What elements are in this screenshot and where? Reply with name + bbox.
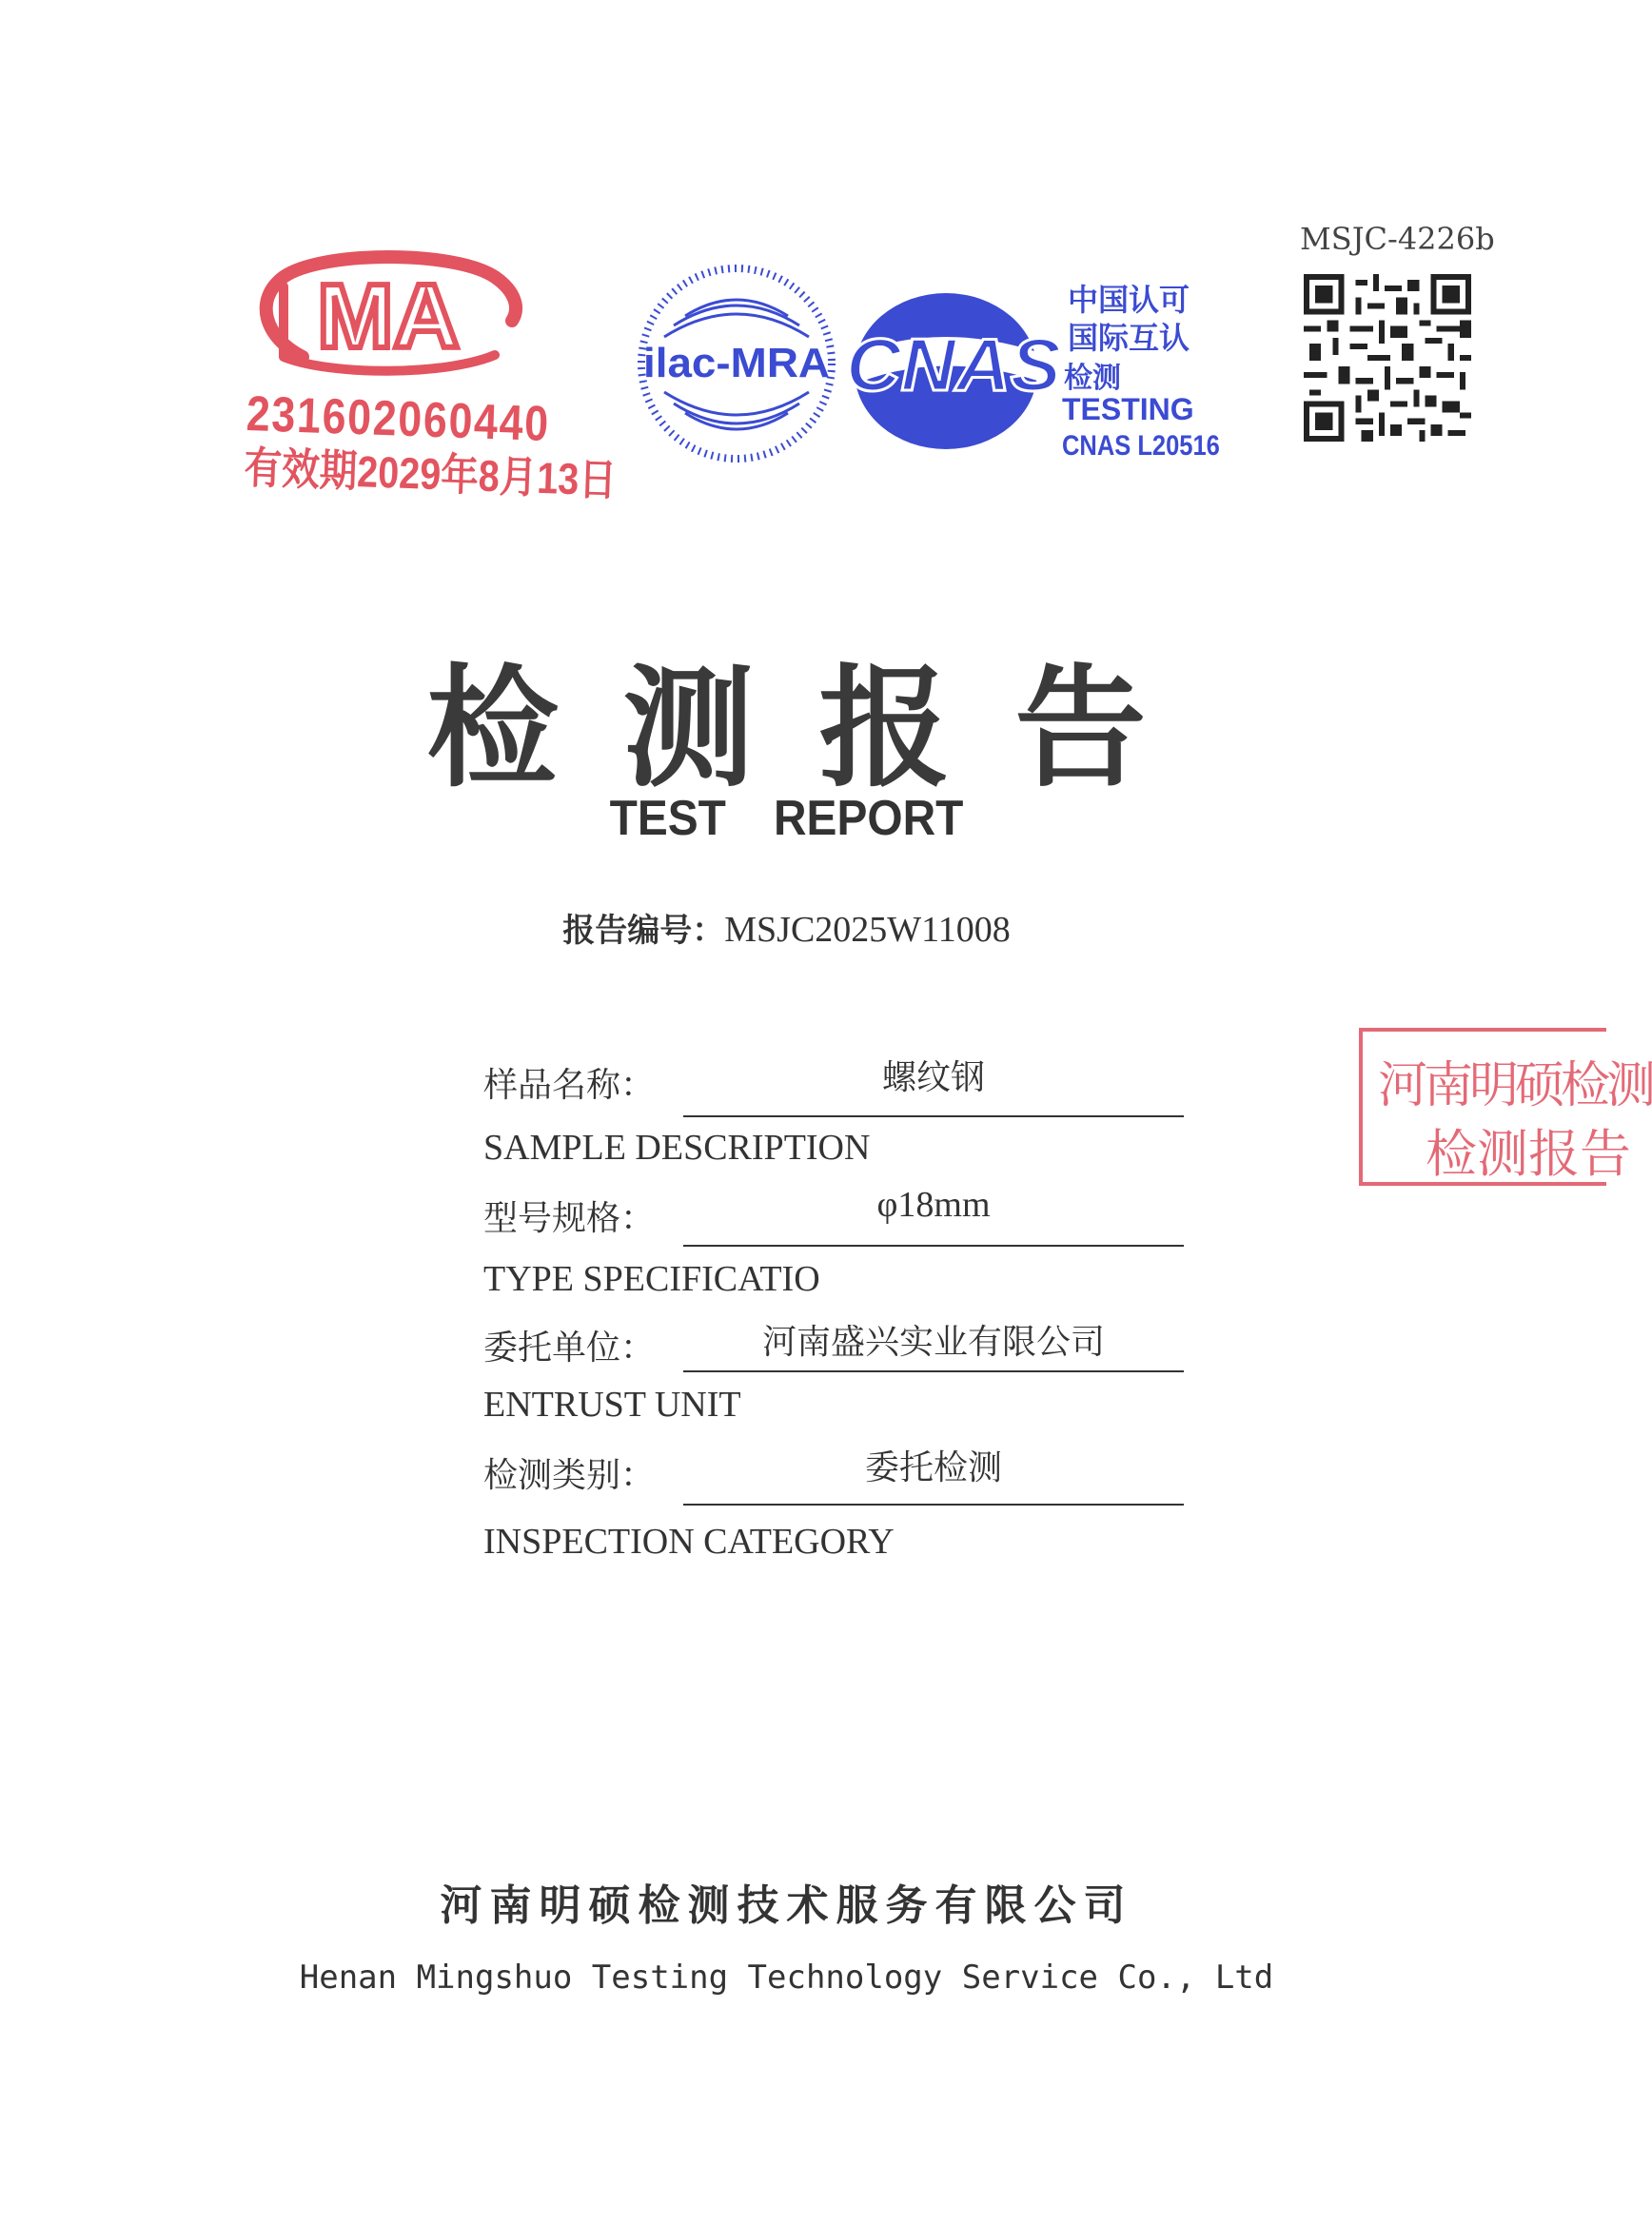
stamp-line-2: 检测报告 xyxy=(1426,1124,1631,1184)
cma-validity: 有效期2029年8月13日 xyxy=(243,442,618,505)
type-spec-label: 型号规格： xyxy=(483,1199,656,1238)
report-title-cn: 检测报告 xyxy=(426,650,1211,805)
cnas-line-3: 检测 xyxy=(1064,363,1121,394)
sample-name-label: 样品名称： xyxy=(483,1066,656,1105)
type-spec-underline xyxy=(683,1245,1184,1247)
cnas-logo xyxy=(839,276,1068,457)
company-name-en: Henan Mingshuo Testing Technology Service Co., Ltd xyxy=(299,1959,1274,1997)
cnas-line-1: 中国认可 xyxy=(1068,283,1190,317)
sample-description-en: SAMPLE DESCRIPTION xyxy=(483,1128,871,1168)
cma-letters: MA xyxy=(317,266,460,367)
cnas-testing: TESTING xyxy=(1062,392,1194,426)
type-specification-en: TYPE SPECIFICATIO xyxy=(483,1259,820,1299)
cnas-logo-text: CNAS xyxy=(846,323,1061,406)
company-name-cn: 河南明硕检测技术服务有限公司 xyxy=(440,1881,1133,1930)
inspection-category-value: 委托检测 xyxy=(864,1448,1002,1487)
cma-ma-mark-icon xyxy=(246,243,531,385)
entrust-unit-value: 河南盛兴实业有限公司 xyxy=(761,1323,1105,1362)
inspection-category-underline xyxy=(683,1504,1184,1506)
ilac-mra-logo xyxy=(636,263,837,464)
company-stamp xyxy=(1359,1028,1652,1186)
ilac-text: ilac-MRA xyxy=(643,340,830,386)
entrust-unit-label: 委托单位： xyxy=(483,1329,656,1368)
cma-number: 231602060440 xyxy=(245,385,551,453)
report-number-value: MSJC2025W11008 xyxy=(724,910,1011,950)
sample-name-underline xyxy=(683,1115,1184,1117)
entrust-unit-en: ENTRUST UNIT xyxy=(483,1385,741,1425)
report-number-label: 报告编号： xyxy=(562,912,725,950)
cma-logo xyxy=(243,243,618,505)
type-spec-value: φ18mm xyxy=(876,1185,991,1225)
cnas-line-2: 国际互认 xyxy=(1068,321,1190,355)
form-code: MSJC-4226b xyxy=(1300,221,1495,257)
cnas-code: CNAS L20516 xyxy=(1062,430,1220,462)
stamp-line-1: 河南明硕检测 xyxy=(1378,1057,1652,1114)
report-number xyxy=(0,904,1573,951)
inspection-category-en: INSPECTION CATEGORY xyxy=(483,1522,895,1562)
sample-name-value: 螺纹钢 xyxy=(881,1058,985,1097)
qr-code-icon xyxy=(1304,274,1471,442)
report-title-en: TEST REPORT xyxy=(609,791,964,846)
entrust-unit-underline xyxy=(683,1370,1184,1372)
inspection-category-label: 检测类别： xyxy=(483,1456,656,1495)
